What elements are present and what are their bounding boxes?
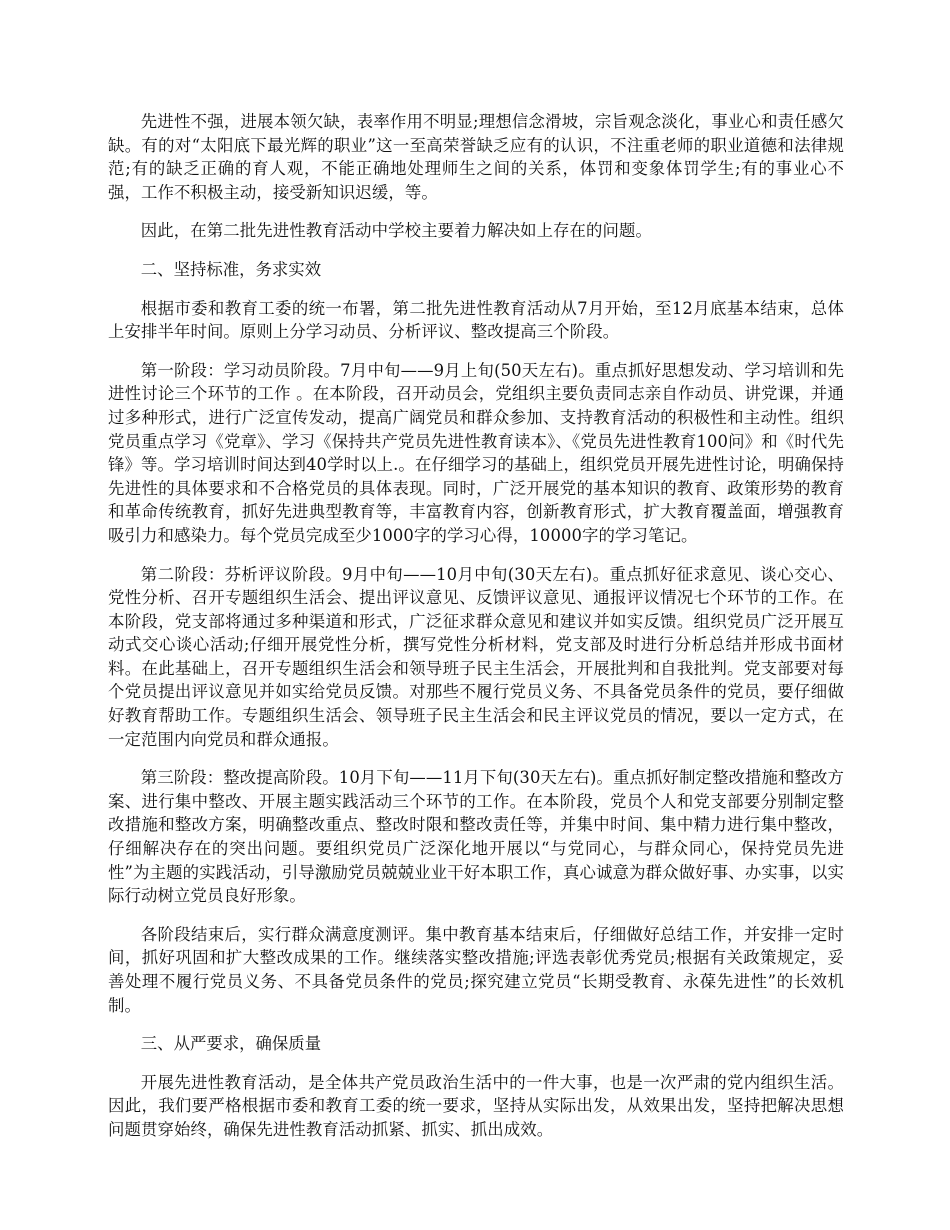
section-heading-standards: 二、坚持标准，务求实效 bbox=[140, 259, 322, 279]
paragraph-after-stages: 各阶段结束后，实行群众满意度测评。集中教育基本结束后，仔细做好总结工作，并安排一定时间，抓好巩固和扩大整改成果的工作。继续落实整改措施;评选表彰优秀党员;根据有关政策规定，妥善处理不履行党员义务、不具备党员条件的党员;探究建立党员“长期受教育、永葆先进性”的长效机制。 bbox=[108, 924, 844, 1015]
paragraph-requirements: 开展先进性教育活动，是全体共产党员政治生活中的一件大事，也是一次严肃的党内组织生活。因此，我们要严格根据市委和教育工委的统一要求，坚持从实际出发，从效果出发，坚持把解决思想问题贯穿始终，确保先进性教育活动抓紧、抓实、抓出成效。 bbox=[108, 1072, 844, 1139]
paragraph-stage-one: 第一阶段：学习动员阶段。7月中旬——9月上旬(50天左右)。重点抓好思想发动、学习培训和先进性讨论三个环节的工作 。在本阶段，召开动员会，党组织主要负责同志亲自作动员、讲党课，并通过多种形式，进行广泛宣传发动，提高广阔党员和群众参加、支持教育活动的积极性和主动性。组织党员重点学习《党章》、学习《保持共产党员先进性教育读本》、《党员先进性教育100问》和《时代先锋》等。学习培训时间达到40学时以上.。在仔细学习的基础上，组织党员开展先进性讨论，明确保持先进性的具体要求和不合格党员的具体表现。同时，广泛开展党的基本知识的教育、政策形势的教育和革命传统教育，抓好先进典型教育等，丰富教育内容，创新教育形式，扩大教育覆盖面，增强教育吸引力和感染力。每个党员完成至少1000字的学习心得，10000字的学习笔记。 bbox=[108, 360, 844, 545]
paragraph-stage-two: 第二阶段：芬析评议阶段。9月中旬——10月中旬(30天左右)。重点抓好征求意见、谈心交心、党性分析、召开专题组织生活会、提出评议意见、反馈评议意见、通报评议情况七个环节的工作。在本阶段，党支部将通过多种渠道和形式，广泛征求群众意见和建议并如实反馈。组织党员广泛开展互动式交心谈心活动;仔细开展党性分析，撰写党性分析材料，党支部及时进行分析总结并形成书面材料。在此基础上，召开专题组织生活会和领导班子民主生活会，开展批判和自我批判。党支部要对每个党员提出评议意见并如实给党员反馈。对那些不履行党员义务、不具备党员条件的党员，要仔细做好教育帮助工作。专题组织生活会、领导班子民主生活会和民主评议党员的情况，要以一定方式，在一定范围内向党员和群众通报。 bbox=[108, 564, 844, 749]
section-heading-quality: 三、从严要求，确保质量 bbox=[140, 1034, 322, 1054]
paragraph-focus: 因此，在第二批先进性教育活动中学校主要着力解决如上存在的问题。 bbox=[140, 221, 653, 241]
paragraph-schedule: 根据市委和教育工委的统一布署，第二批先进性教育活动从7月开始，至12月底基本结束，总体上安排半年时间。原则上分学习动员、分析评议、整改提高三个阶段。 bbox=[108, 298, 844, 342]
paragraph-problems: 先进性不强，进展本领欠缺，表率作用不明显;理想信念滑坡，宗旨观念淡化，事业心和责任感欠缺。有的对“太阳底下最光辉的职业”这一至高荣誉缺乏应有的认识，不注重老师的职业道德和法律规范;有的缺乏正确的育人观，不能正确地处理师生之间的关系，体罚和变象体罚学生;有的事业心不强，工作不积极主动，接受新知识迟缓，等。 bbox=[108, 112, 844, 202]
paragraph-stage-three: 第三阶段：整改提高阶段。10月下旬——11月下旬(30天左右)。重点抓好制定整改措施和整改方案、进行集中整改、开展主题实践活动三个环节的工作。在本阶段，党员个人和党支部要分别制定整改措施和整改方案，明确整改重点、整改时限和整改责任等，并集中时间、集中精力进行集中整改，仔细解决存在的突出问题。要组织党员广泛深化地开展以“与党同心，与群众同心，保持党员先进性”为主题的实践活动，引导激励党员兢兢业业干好本职工作，真心诚意为群众做好事、办实事，以实际行动树立党员良好形象。 bbox=[108, 768, 844, 906]
